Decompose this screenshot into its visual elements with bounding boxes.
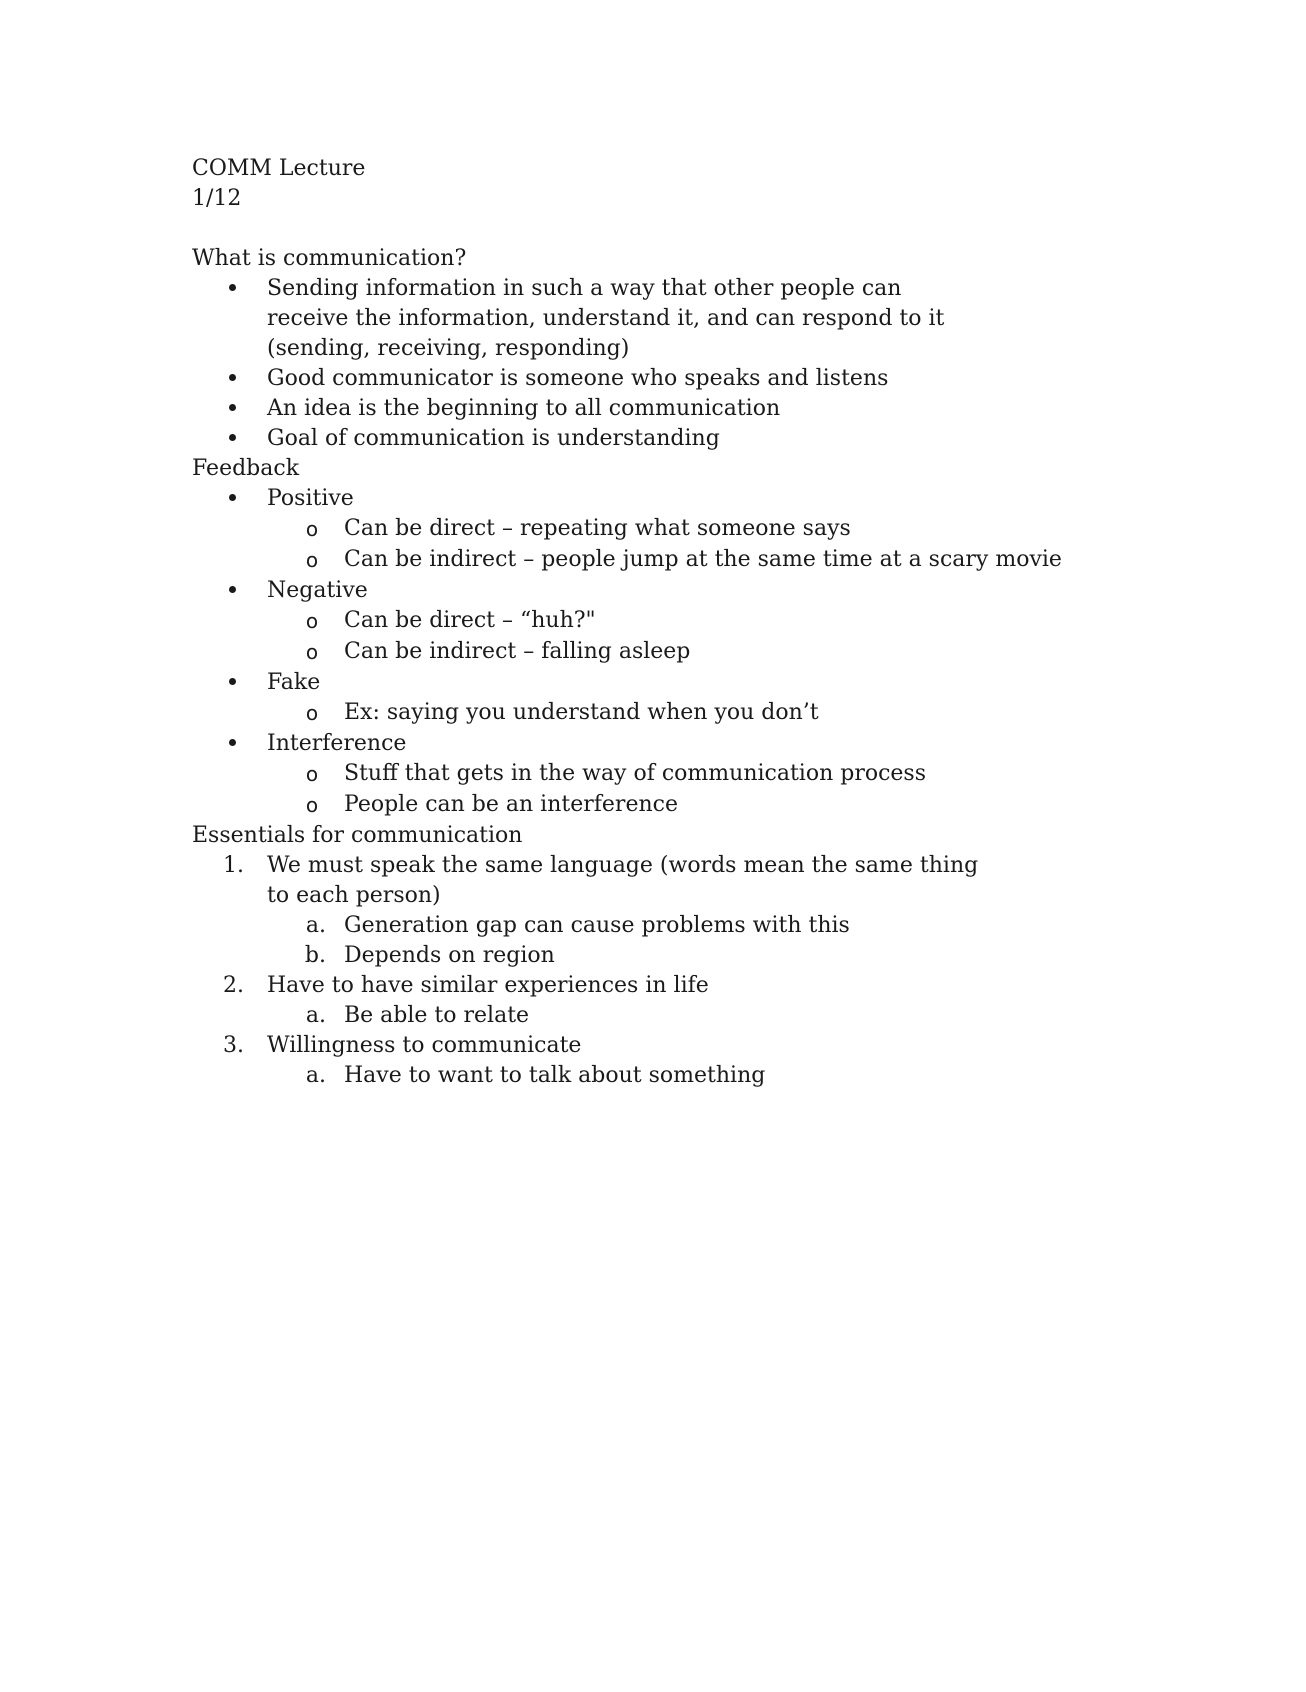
sub-bullet-marker: o [305,548,319,572]
lettered-list-item-text: Generation gap can cause problems with this [344,913,850,938]
sub-list-item-text: Ex: saying you understand when you don’t [344,700,819,725]
bullet-marker [220,274,244,304]
sub-list-item-text: Can be direct – “huh?" [344,608,596,633]
sub-list-item [192,790,1092,821]
list-item-text: Positive [267,486,354,511]
letter-marker: b. [304,943,326,968]
lettered-list-item-text: Have to want to talk about something [344,1063,766,1088]
list-item [192,424,1092,454]
list-item-text: Negative [267,578,368,603]
list-item-text: Good communicator is someone who speaks and listens [267,366,889,391]
sub-bullet-marker: o [305,609,319,633]
sub-bullet-marker: o [305,517,319,541]
sub-bullet-marker: o [305,701,319,725]
sub-list-item [192,637,1092,668]
number-marker: 3. [223,1033,244,1058]
bullet-marker [220,394,244,424]
lettered-list-item [192,911,1092,941]
bullet-marker [220,576,244,606]
list-item [192,274,967,364]
list-item [192,364,1092,394]
bullet-marker [220,364,244,394]
numbered-list-item-text: Have to have similar experiences in life [267,973,709,998]
letter-marker: a. [305,1003,326,1028]
list-item-text: Goal of communication is understanding [267,426,720,451]
number-marker: 1. [223,853,244,878]
number-marker: 2. [223,973,244,998]
numbered-list-item [192,1031,1092,1061]
lettered-list-item [192,1001,1092,1031]
bullet-marker [220,729,244,759]
numbered-list-item-text: Willingness to communicate [267,1033,582,1058]
numbered-list-item-text: We must speak the same language (words mean the same thing to each person) [267,853,979,908]
section-heading-essentials: Essentials for communication [192,823,523,848]
sub-list-item-text: Stuff that gets in the way of communication process [344,761,927,786]
lettered-list-item [192,1061,1092,1091]
sub-list-item [192,606,1092,637]
numbered-list-item [192,971,1092,1001]
sub-list-item [192,545,1092,576]
list-item-text: An idea is the beginning to all communication [267,396,781,421]
sub-list-item-text: Can be direct – repeating what someone says [344,516,851,541]
sub-list-item-text: People can be an interference [344,792,678,817]
document-date: 1/12 [192,186,242,211]
sub-list-item-text: Can be indirect – falling asleep [344,639,691,664]
sub-list-item [192,759,1092,790]
list-item [192,394,1092,424]
sub-bullet-marker: o [305,640,319,664]
numbered-list-item [192,851,987,911]
list-item-text: Interference [267,731,407,756]
sub-bullet-marker: o [305,762,319,786]
list-item-text: Sending information in such a way that other people can receive the information, understand it, and can respond to it (sending, receiving, responding) [267,276,945,361]
list-item [192,729,1092,759]
section-heading-feedback: Feedback [192,456,300,481]
spacer [192,214,1092,244]
document-title: COMM Lecture [192,156,366,181]
list-item-text: Fake [267,670,321,695]
lettered-list-item-text: Depends on region [344,943,555,968]
letter-marker: a. [305,1063,326,1088]
lettered-list-item-text: Be able to relate [344,1003,530,1028]
list-item [192,668,1092,698]
bullet-marker [220,484,244,514]
bullet-marker [220,424,244,454]
section-heading-what-is-communication: What is communication? [192,246,467,271]
lettered-list-item [192,941,1092,971]
bullet-marker [220,668,244,698]
sub-bullet-marker: o [305,793,319,817]
sub-list-item [192,698,1092,729]
list-item [192,576,1092,606]
sub-list-item [192,514,1092,545]
list-item [192,484,1092,514]
letter-marker: a. [305,913,326,938]
document-page [192,154,1092,1091]
sub-list-item-text: Can be indirect – people jump at the same time at a scary movie [344,547,1062,572]
